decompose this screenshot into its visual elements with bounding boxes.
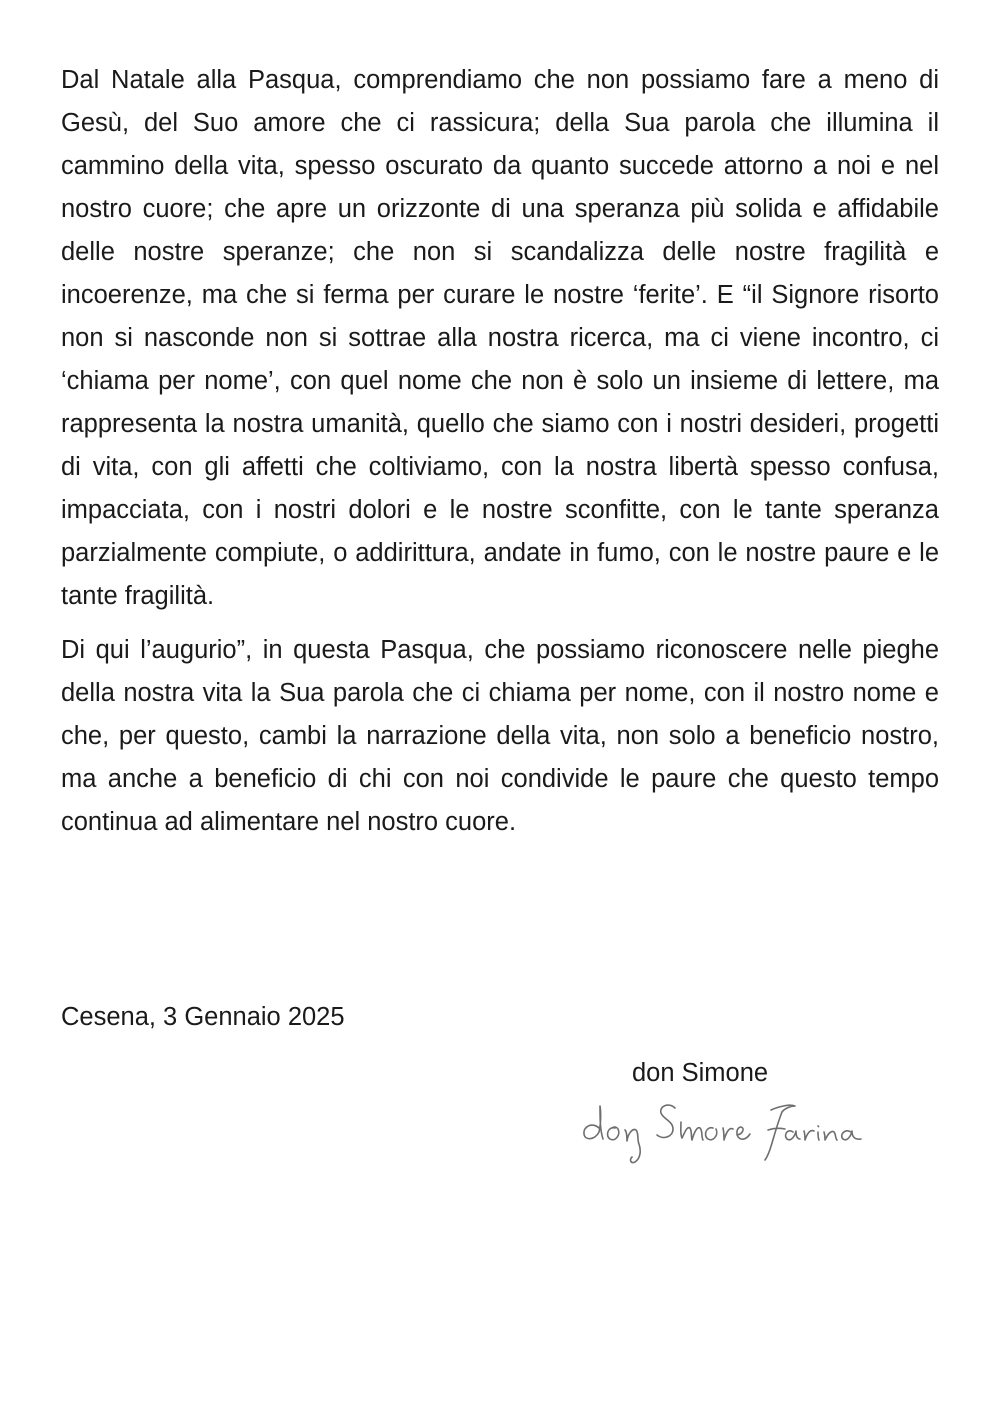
letter-paragraph-2: Di qui l’augurio”, in questa Pasqua, che possiamo riconoscere nelle pieghe della nostra vita la Sua parola che ci chiama per nome, con il nostro nome e che, per questo, cambi la narrazione della vita, non solo a beneficio nostro, ma anche a beneficio di chi con noi condivide le paure che questo tempo continua ad alimentare nel nostro cuore. (61, 636, 939, 836)
handwritten-signature (575, 1088, 880, 1168)
signatory-name: don Simone (632, 1059, 769, 1087)
letter-body (61, 59, 939, 844)
place-and-date: Cesena, 3 Gennaio 2025 (61, 1003, 345, 1031)
letter-paragraph-1: Dal Natale alla Pasqua, comprendiamo che non possiamo fare a meno di Gesù, del Suo amore che ci rassicura; della Sua parola che illumina il cammino della vita, spesso oscurato da quanto succede attorno a noi e nel nostro cuore; che apre un orizzonte di una speranza più solida e affidabile delle nostre speranze; che non si scandalizza delle nostre fragilità e incoerenze, ma che si ferma per curare le nostre ‘ferite’. E “il Signore risorto non si nasconde non si sottrae alla nostra ricerca, ma ci viene incontro, ci ‘chiama per nome’, con quel nome che non è solo un insieme di lettere, ma rappresenta la nostra umanità, quello che siamo con i nostri desideri, progetti di vita, con gli affetti che coltiviamo, con la nostra libertà spesso confusa, impacciata, con i nostri dolori e le nostre sconfitte, con le tante speranza parzialmente compiute, o addirittura, andate in fumo, con le nostre paure e le tante fragilità. (61, 66, 939, 610)
